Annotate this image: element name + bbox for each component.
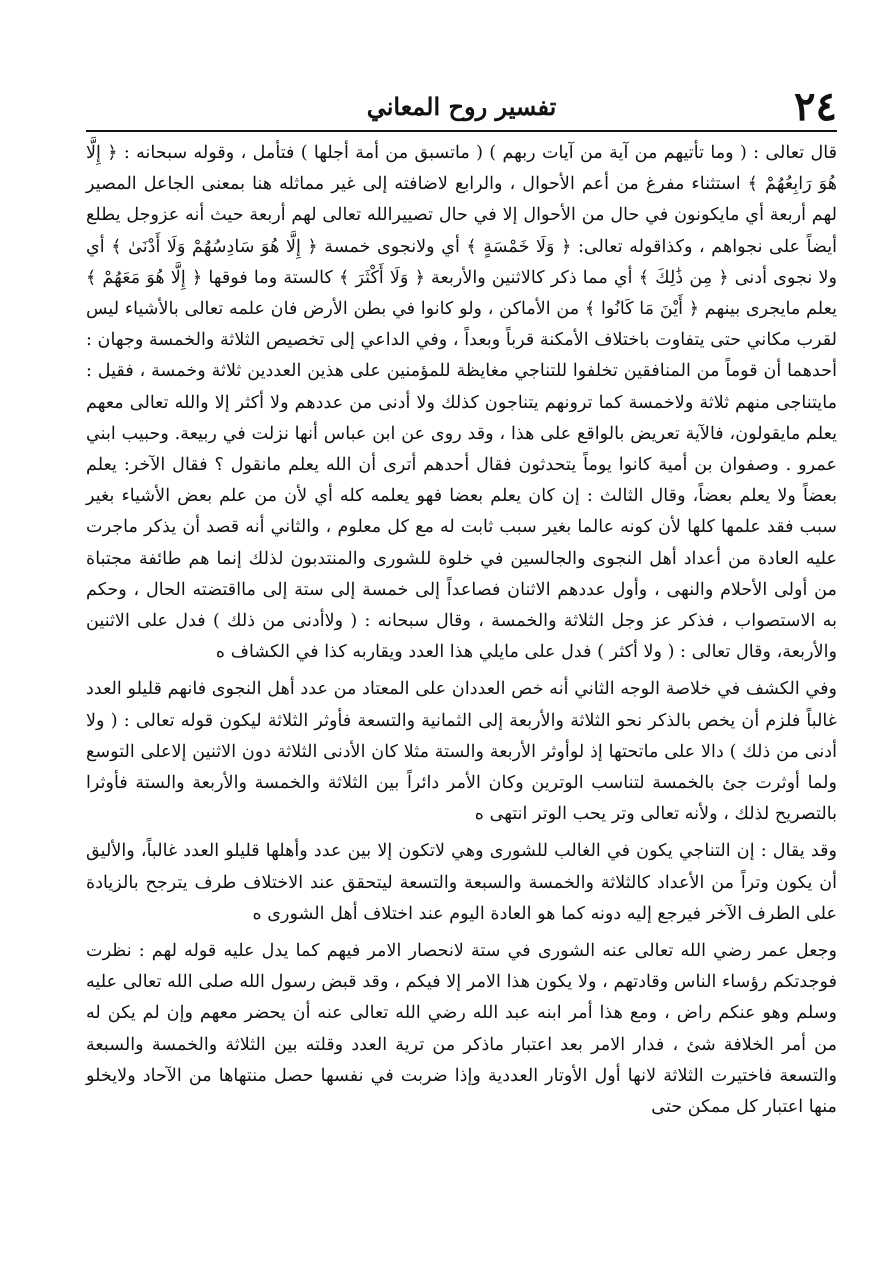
paragraph: وجعل عمر رضي الله تعالى عنه الشورى في ستة لانحصار الامر فيهم كما يدل عليه قوله لهم : نظرت فوجدتكم رؤساء الناس وقادتهم ، ولا يكون هذا الامر إلا فيكم ، وقد قبض رسول الله صلى الله تعالى عليه وسلم وهو عنكم راض ، ومع هذا أمر ابنه عبد الله رضي الله تعالى عنه أن يحضر معهم وإن لم يكن له من أمر الخلافة شئ ، فدار الامر بعد اعتبار ماذكر من ترية العدد وقلته بين الثلاثة والخمسة والسبعة والتسعة فاختيرت الثلاثة لانها أول الأوتار العددية وإذا ضربت في نفسها حصل منتهاها من الآحاد ولايخلو منها اعتبار كل ممكن حتى [86, 941, 837, 1118]
paragraph: قال تعالى : ( وما تأتيهم من آية من آيات ربهم ) ( ماتسبق من أمة أجلها ) فتأمل ، وقوله سبحانه : ﴿ إِلَّا هُوَ رَابِعُهُمْ ﴾ استثناء مفرغ من أعم الأحوال ، والرابع لاضافته إلى غير مماثله هنا بمعنى الجاعل المصير لهم أربعة أي مايكونون في حال من الأحوال إلا في حال تصييرالله تعالى لهم أربعة حيث أنه عزوجل يطلع أيضاً على نجواهم ، وكذاقوله تعالى: ﴿ وَلَا خَمْسَةٍ ﴾ أي ولانجوى خمسة ﴿ إِلَّا هُوَ سَادِسُهُمْ وَلَا أَدْنَىٰ ﴾ أي ولا نجوى أدنى ﴿ مِن ذَٰلِكَ ﴾ أي مما ذكر كالاثنين والأربعة ﴿ وَلَا أَكْثَرَ ﴾ كالستة وما فوقها ﴿ إِلَّا هُوَ مَعَهُمْ ﴾ يعلم مايجرى بينهم ﴿ أَيْنَ مَا كَانُوا ﴾ من الأماكن ، ولو كانوا في بطن الأرض فان علمه تعالى بالأشياء ليس لقرب مكاني حتى يتفاوت باختلاف الأمكنة قرباً وبعداً ، وفي الداعي إلى تخصيص الثلاثة والخمسة وجهان : أحدهما أن قوماً من المنافقين تخلفوا للتناجي مغايظة للمؤمنين على هذين العددين ثلاثة وخمسة ، فقيل : مايتناجى منهم ثلاثة ولاخمسة كما ترونهم يتناجون كذلك ولا أدنى من عددهم ولا أكثر إلا والله تعالى معهم يعلم مايقولون، فالآية تعريض بالواقع على هذا ، وقد روى عن ابن عباس أنها نزلت في ربيعة. وحبيب ابني عمرو . وصفوان بن أمية كانوا يوماً يتحدثون فقال أحدهم أترى أن الله يعلم مانقول ؟ فقال الآخر: يعلم بعضاً ولا يعلم بعضاً، وقال الثالث : إن كان يعلم بعضا فهو يعلمه كله أي لأن من علم بعض الأشياء بغير سبب فقد علمها كلها لأن كونه عالما بغير سبب ثابت له مع كل معلوم ، والثاني أنه قصد أن يذكر ماجرت عليه العادة من أعداد أهل النجوى والجالسين في خلوة للشورى والمنتدبون لذلك إنما هم طائفة مجتباة من أولى الأحلام والنهى ، وأول عددهم الاثنان فصاعداً إلى خمسة إلى ستة إلى مااقتضته الحال ، وحكم به الاستصواب ، فذكر عز وجل الثلاثة والخمسة ، وقال سبحانه : ( ولاأدنى من ذلك ) فدل على الاثنين والأربعة، وقال تعالى : ( ولا أكثر ) فدل على مايلي هذا العدد ويقاربه كذا في الكشاف ه [86, 143, 837, 663]
header-rule [86, 130, 837, 132]
paragraph: وفي الكشف في خلاصة الوجه الثاني أنه خص العددان على المعتاد من عدد أهل النجوى فانهم قليلو العدد غالباً فلزم أن يخص بالذكر نحو الثلاثة والأربعة إلى الثمانية والتسعة فأوثر الثلاثة ليكون قوله تعالى : ( ولا أدنى من ذلك ) دالا على ماتحتها إذ لوأوثر الأربعة والستة مثلا كان الأدنى الثلاثة دون الاثنين إلاعلى التوسع ولما أوثرت جئ بالخمسة لتناسب الوترين وكان الأمر دائراً بين الثلاثة والخمسة والأربعة والستة فأوثرا بالتصريح لذلك ، ولأنه تعالى وتر يحب الوتر انتهى ه [86, 679, 837, 825]
page-number: ٢٤ [794, 83, 837, 130]
page-body [86, 138, 837, 1123]
paragraph: وقد يقال : إن التناجي يكون في الغالب للشورى وهي لاتكون إلا بين عدد وأهلها قليلو العدد غالباً، والأليق أن يكون وتراً من الأعداد كالثلاثة والخمسة والسبعة والتسعة ليتحقق عند الاختلاف طرف يترجح بالزيادة على الطرف الآخر فيرجع إليه دونه كما هو العادة اليوم عند اختلاف أهل الشورى ه [86, 841, 837, 924]
running-title: تفسير روح المعاني [366, 92, 557, 121]
page-header [86, 84, 837, 130]
